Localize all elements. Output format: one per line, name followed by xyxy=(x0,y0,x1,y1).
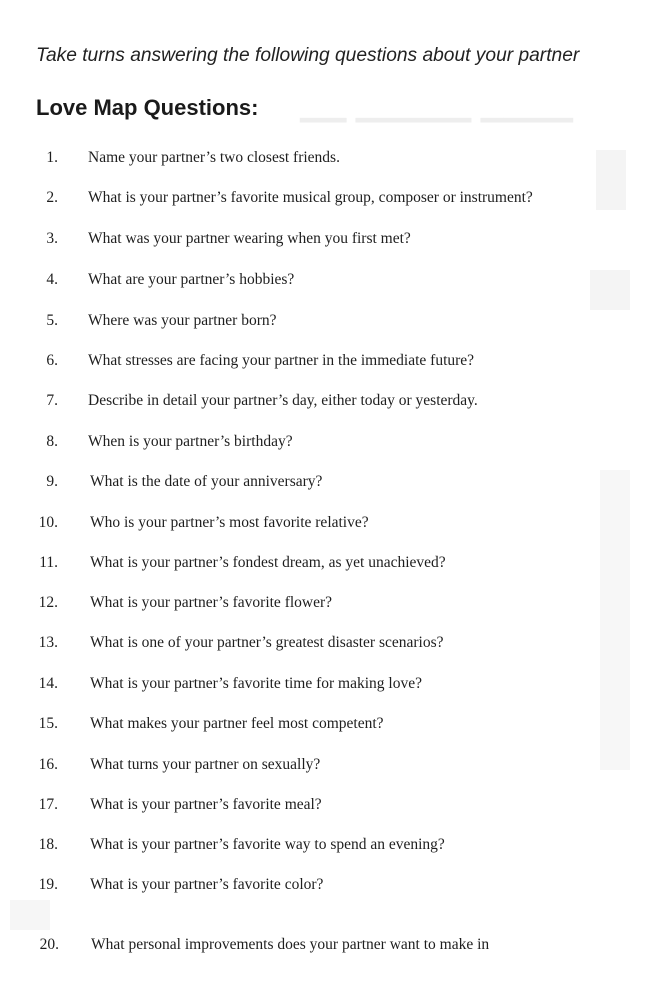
question-item xyxy=(0,230,650,254)
question-number: 2. xyxy=(46,189,58,206)
question-item xyxy=(0,149,650,173)
question-item xyxy=(0,352,650,376)
intro-instruction: Take turns answering the following questions about your partner xyxy=(36,45,580,66)
question-number: 15. xyxy=(38,715,58,732)
question-text: What personal improvements does your partner want to make in xyxy=(91,936,490,953)
question-number: 8. xyxy=(46,433,58,450)
question-text: Who is your partner’s most favorite relative? xyxy=(90,514,369,531)
question-text: When is your partner’s birthday? xyxy=(88,433,293,450)
question-number: 13. xyxy=(38,634,58,651)
question-text: What is your partner’s favorite flower? xyxy=(90,594,333,611)
question-item xyxy=(0,514,650,538)
question-text: What makes your partner feel most competent? xyxy=(90,715,384,732)
question-text: What is the date of your anniversary? xyxy=(90,473,323,490)
question-number: 11. xyxy=(39,554,58,571)
question-item xyxy=(0,271,650,295)
question-item xyxy=(0,876,650,900)
question-item xyxy=(0,189,650,213)
question-text: Where was your partner born? xyxy=(88,312,277,329)
bleed-through-mark xyxy=(10,900,50,930)
question-text: What are your partner’s hobbies? xyxy=(88,271,295,288)
question-text: What is one of your partner’s greatest disaster scenarios? xyxy=(90,634,444,651)
question-number: 20. xyxy=(39,936,59,953)
question-text: What is your partner’s favorite musical group, composer or instrument? xyxy=(88,189,533,206)
question-number: 16. xyxy=(38,756,58,773)
question-number: 6. xyxy=(46,352,58,369)
question-text: Name your partner’s two closest friends. xyxy=(88,149,340,166)
question-item xyxy=(0,634,650,658)
question-item xyxy=(0,594,650,618)
question-item xyxy=(0,554,650,578)
question-item xyxy=(0,392,650,416)
question-number: 5. xyxy=(46,312,58,329)
question-number: 7. xyxy=(46,392,58,409)
question-text: What is your partner’s favorite color? xyxy=(90,876,324,893)
question-number: 9. xyxy=(46,473,58,490)
question-item xyxy=(0,675,650,699)
question-text: What was your partner wearing when you first met? xyxy=(88,230,411,247)
bleed-through-mark: ▁▁ ▁▁▁▁▁ ▁▁▁▁ xyxy=(300,88,573,123)
question-text: What stresses are facing your partner in the immediate future? xyxy=(88,352,475,369)
question-text: What is your partner’s fondest dream, as yet unachieved? xyxy=(90,554,446,571)
question-item xyxy=(0,433,650,457)
question-item xyxy=(0,796,650,820)
question-text: What turns your partner on sexually? xyxy=(90,756,321,773)
question-item xyxy=(0,836,650,860)
question-item xyxy=(0,473,650,497)
question-text: What is your partner’s favorite time for making love? xyxy=(90,675,422,692)
question-number: 1. xyxy=(46,149,58,166)
question-item xyxy=(0,936,650,960)
question-number: 12. xyxy=(38,594,58,611)
question-number: 14. xyxy=(38,675,58,692)
question-number: 4. xyxy=(46,271,58,288)
question-number: 17. xyxy=(38,796,58,813)
question-number: 10. xyxy=(38,514,58,531)
question-number: 3. xyxy=(46,230,58,247)
question-text: Describe in detail your partner’s day, either today or yesterday. xyxy=(88,392,478,409)
question-item xyxy=(0,756,650,780)
question-text: What is your partner’s favorite way to spend an evening? xyxy=(90,836,445,853)
question-number: 19. xyxy=(38,876,58,893)
question-item xyxy=(0,312,650,336)
question-text: What is your partner’s favorite meal? xyxy=(90,796,322,813)
question-item xyxy=(0,715,650,739)
question-number: 18. xyxy=(38,836,58,853)
page-title: Love Map Questions: xyxy=(36,95,259,120)
